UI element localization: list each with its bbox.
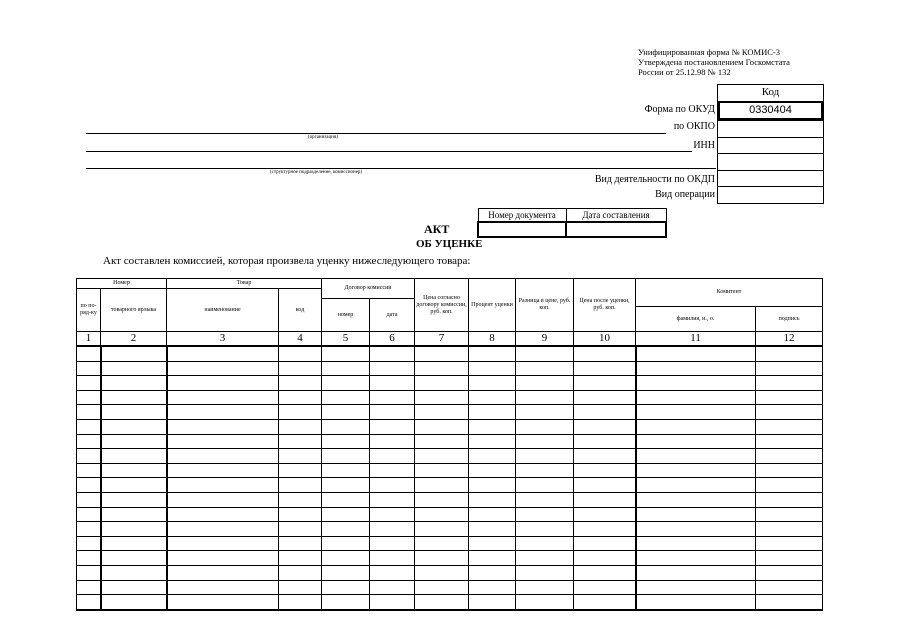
table-cell[interactable] xyxy=(516,390,574,405)
column-number: 7 xyxy=(415,332,469,347)
group-goods-header: Товар xyxy=(167,279,322,289)
table-cell[interactable] xyxy=(101,463,167,478)
table-cell[interactable] xyxy=(756,551,823,566)
table-cell[interactable] xyxy=(77,376,101,391)
table-row xyxy=(77,361,823,376)
form-header xyxy=(638,47,790,77)
table-row xyxy=(77,478,823,493)
contract-number-header: номер xyxy=(322,299,370,332)
table-cell[interactable] xyxy=(469,492,516,507)
table-cell[interactable] xyxy=(167,449,279,464)
page-subtitle: ОБ УЦЕНКЕ xyxy=(416,238,483,250)
table-cell[interactable] xyxy=(636,361,756,376)
table-cell[interactable] xyxy=(167,376,279,391)
table-cell[interactable] xyxy=(370,492,415,507)
table-cell[interactable] xyxy=(167,536,279,551)
organization-line[interactable] xyxy=(86,133,666,134)
table-cell[interactable] xyxy=(167,405,279,420)
table-cell[interactable] xyxy=(167,492,279,507)
table-cell[interactable] xyxy=(756,390,823,405)
table-cell[interactable] xyxy=(756,405,823,420)
table-cell[interactable] xyxy=(279,522,322,537)
table-row xyxy=(77,536,823,551)
table-cell[interactable] xyxy=(322,492,370,507)
column-number: 8 xyxy=(469,332,516,347)
table-row xyxy=(77,346,823,361)
table-cell[interactable] xyxy=(167,551,279,566)
table-cell[interactable] xyxy=(415,463,469,478)
table-cell[interactable] xyxy=(279,361,322,376)
table-cell[interactable] xyxy=(101,361,167,376)
table-cell[interactable] xyxy=(636,376,756,391)
contract-date-header: дата xyxy=(370,299,415,332)
table-cell[interactable] xyxy=(77,434,101,449)
table-cell[interactable] xyxy=(756,595,823,610)
table-cell[interactable] xyxy=(516,419,574,434)
column-numbers-row xyxy=(77,332,823,347)
table-cell[interactable] xyxy=(77,580,101,595)
table-cell[interactable] xyxy=(756,565,823,580)
table-cell[interactable] xyxy=(469,580,516,595)
table-cell[interactable] xyxy=(279,346,322,361)
table-cell[interactable] xyxy=(279,580,322,595)
table-cell[interactable] xyxy=(77,463,101,478)
table-cell[interactable] xyxy=(574,595,636,610)
table-row xyxy=(77,463,823,478)
table-cell[interactable] xyxy=(322,478,370,493)
table-cell[interactable] xyxy=(756,522,823,537)
table-cell[interactable] xyxy=(756,419,823,434)
table-cell[interactable] xyxy=(101,405,167,420)
table-cell[interactable] xyxy=(279,449,322,464)
table-row xyxy=(77,565,823,580)
table-cell[interactable] xyxy=(415,551,469,566)
group-contract-header: Договор комиссии xyxy=(322,279,415,299)
table-cell[interactable] xyxy=(574,390,636,405)
document-info-table xyxy=(477,208,667,238)
table-cell[interactable] xyxy=(101,434,167,449)
form-header-line: Утверждена постановлением Госкомстата xyxy=(638,57,790,67)
table-cell[interactable] xyxy=(516,478,574,493)
table-cell[interactable] xyxy=(636,449,756,464)
table-cell[interactable] xyxy=(516,522,574,537)
table-cell[interactable] xyxy=(322,522,370,537)
table-cell[interactable] xyxy=(756,361,823,376)
table-cell[interactable] xyxy=(415,565,469,580)
table-cell[interactable] xyxy=(415,595,469,610)
table-cell[interactable] xyxy=(370,361,415,376)
table-cell[interactable] xyxy=(77,507,101,522)
table-row xyxy=(77,419,823,434)
table-cell[interactable] xyxy=(469,507,516,522)
table-cell[interactable] xyxy=(167,595,279,610)
table-cell[interactable] xyxy=(469,478,516,493)
okud-code-field[interactable]: 0330404 xyxy=(718,101,823,121)
inn-label: ИНН xyxy=(693,140,715,151)
table-cell[interactable] xyxy=(636,463,756,478)
table-cell[interactable] xyxy=(469,463,516,478)
column-number: 4 xyxy=(279,332,322,347)
table-row xyxy=(77,390,823,405)
table-cell[interactable] xyxy=(101,376,167,391)
table-cell[interactable] xyxy=(516,565,574,580)
table-cell[interactable] xyxy=(77,536,101,551)
table-cell[interactable] xyxy=(516,405,574,420)
table-cell[interactable] xyxy=(77,565,101,580)
table-cell[interactable] xyxy=(636,405,756,420)
table-cell[interactable] xyxy=(322,434,370,449)
order-header: по по-ряд-ку xyxy=(77,289,101,332)
extra-code-field[interactable] xyxy=(718,153,823,170)
document-date-label: Дата составления xyxy=(566,209,666,223)
table-cell[interactable] xyxy=(415,449,469,464)
table-cell[interactable] xyxy=(279,463,322,478)
table-cell[interactable] xyxy=(101,551,167,566)
table-cell[interactable] xyxy=(322,507,370,522)
column-number: 10 xyxy=(574,332,636,347)
goods-table xyxy=(76,278,823,611)
table-cell[interactable] xyxy=(322,595,370,610)
column-number: 3 xyxy=(167,332,279,347)
table-cell[interactable] xyxy=(415,434,469,449)
okdp-code-field[interactable] xyxy=(718,170,823,187)
table-cell[interactable] xyxy=(469,361,516,376)
table-cell[interactable] xyxy=(415,376,469,391)
okud-label: Форма по ОКУД xyxy=(644,104,715,115)
table-cell[interactable] xyxy=(322,580,370,595)
table-cell[interactable] xyxy=(167,507,279,522)
subdivision-caption: (структурное подразделение, комиссионер) xyxy=(270,170,363,175)
table-row xyxy=(77,376,823,391)
column-number: 5 xyxy=(322,332,370,347)
table-row xyxy=(77,492,823,507)
document-number-label: Номер документа xyxy=(478,209,566,223)
table-cell[interactable] xyxy=(279,536,322,551)
table-cell[interactable] xyxy=(574,507,636,522)
column-number: 1 xyxy=(77,332,101,347)
okpo-code-field[interactable] xyxy=(718,120,823,137)
form-header-line: России от 25.12.98 № 132 xyxy=(638,67,731,77)
table-cell[interactable] xyxy=(279,390,322,405)
table-cell[interactable] xyxy=(279,434,322,449)
table-cell[interactable] xyxy=(279,565,322,580)
table-cell[interactable] xyxy=(469,346,516,361)
table-cell[interactable] xyxy=(279,405,322,420)
table-cell[interactable] xyxy=(415,405,469,420)
column-number: 11 xyxy=(636,332,756,347)
table-cell[interactable] xyxy=(516,536,574,551)
table-cell[interactable] xyxy=(279,478,322,493)
form-header-line: Унифицированная форма № КОМИС-3 xyxy=(638,47,780,57)
table-cell[interactable] xyxy=(516,551,574,566)
table-cell[interactable] xyxy=(516,580,574,595)
table-cell[interactable] xyxy=(279,419,322,434)
table-cell[interactable] xyxy=(756,434,823,449)
table-cell[interactable] xyxy=(279,492,322,507)
table-cell[interactable] xyxy=(370,522,415,537)
table-cell[interactable] xyxy=(636,595,756,610)
table-cell[interactable] xyxy=(516,361,574,376)
table-cell[interactable] xyxy=(574,346,636,361)
table-cell[interactable] xyxy=(370,390,415,405)
operation-code-field[interactable] xyxy=(718,186,823,203)
table-row xyxy=(77,434,823,449)
table-cell[interactable] xyxy=(370,478,415,493)
table-cell[interactable] xyxy=(101,536,167,551)
operation-label: Вид операции xyxy=(655,189,715,200)
table-cell[interactable] xyxy=(322,551,370,566)
table-cell[interactable] xyxy=(370,405,415,420)
table-cell[interactable] xyxy=(756,463,823,478)
price-contract-header: Цена согласно договору комиссии, руб. коп. xyxy=(415,279,469,332)
table-cell[interactable] xyxy=(322,463,370,478)
fio-header: фамилия, и., о. xyxy=(636,307,756,332)
table-cell[interactable] xyxy=(101,565,167,580)
column-number: 2 xyxy=(101,332,167,347)
table-cell[interactable] xyxy=(574,492,636,507)
table-cell[interactable] xyxy=(101,419,167,434)
table-cell[interactable] xyxy=(101,346,167,361)
column-number: 6 xyxy=(370,332,415,347)
table-cell[interactable] xyxy=(322,361,370,376)
table-cell[interactable] xyxy=(516,492,574,507)
table-cell[interactable] xyxy=(167,580,279,595)
table-cell[interactable] xyxy=(415,390,469,405)
table-cell[interactable] xyxy=(516,346,574,361)
table-cell[interactable] xyxy=(370,595,415,610)
table-cell[interactable] xyxy=(101,492,167,507)
okpo-label: по ОКПО xyxy=(673,121,715,132)
table-cell[interactable] xyxy=(322,346,370,361)
table-cell[interactable] xyxy=(167,346,279,361)
table-cell[interactable] xyxy=(322,419,370,434)
table-row xyxy=(77,449,823,464)
table-cell[interactable] xyxy=(636,434,756,449)
table-cell[interactable] xyxy=(370,507,415,522)
table-cell[interactable] xyxy=(636,565,756,580)
table-cell[interactable] xyxy=(370,580,415,595)
table-cell[interactable] xyxy=(101,580,167,595)
table-cell[interactable] xyxy=(322,449,370,464)
table-cell[interactable] xyxy=(167,361,279,376)
percent-header: Процент уценки xyxy=(469,279,516,332)
table-cell[interactable] xyxy=(77,478,101,493)
table-row xyxy=(77,522,823,537)
code-header: код xyxy=(279,289,322,332)
table-cell[interactable] xyxy=(516,463,574,478)
table-cell[interactable] xyxy=(636,522,756,537)
organization-line-2[interactable] xyxy=(86,151,692,152)
table-cell[interactable] xyxy=(415,361,469,376)
table-cell[interactable] xyxy=(101,595,167,610)
table-cell[interactable] xyxy=(636,492,756,507)
table-cell[interactable] xyxy=(77,551,101,566)
table-cell[interactable] xyxy=(469,405,516,420)
table-cell[interactable] xyxy=(574,434,636,449)
intro-text: Акт составлен комиссией, которая произвела уценку нижеследующего товара: xyxy=(103,255,471,267)
table-cell[interactable] xyxy=(77,346,101,361)
table-cell[interactable] xyxy=(574,419,636,434)
name-header: наименование xyxy=(167,289,279,332)
table-cell[interactable] xyxy=(574,361,636,376)
table-cell[interactable] xyxy=(77,419,101,434)
table-cell[interactable] xyxy=(101,522,167,537)
table-cell[interactable] xyxy=(415,522,469,537)
table-cell[interactable] xyxy=(756,376,823,391)
table-cell[interactable] xyxy=(77,405,101,420)
table-cell[interactable] xyxy=(167,434,279,449)
table-cell[interactable] xyxy=(322,565,370,580)
table-cell[interactable] xyxy=(370,434,415,449)
table-cell[interactable] xyxy=(574,536,636,551)
table-cell[interactable] xyxy=(415,478,469,493)
table-cell[interactable] xyxy=(636,580,756,595)
table-row xyxy=(77,405,823,420)
table-cell[interactable] xyxy=(469,551,516,566)
table-cell[interactable] xyxy=(370,449,415,464)
table-cell[interactable] xyxy=(636,390,756,405)
table-cell[interactable] xyxy=(415,419,469,434)
table-cell[interactable] xyxy=(574,478,636,493)
table-cell[interactable] xyxy=(636,478,756,493)
table-cell[interactable] xyxy=(322,405,370,420)
codes-title: Код xyxy=(761,86,780,98)
table-cell[interactable] xyxy=(370,346,415,361)
table-row xyxy=(77,507,823,522)
group-number-header: Номер xyxy=(77,279,167,289)
table-cell[interactable] xyxy=(756,478,823,493)
table-cell[interactable] xyxy=(322,536,370,551)
table-cell[interactable] xyxy=(516,434,574,449)
inn-code-field[interactable] xyxy=(718,137,823,154)
table-cell[interactable] xyxy=(574,580,636,595)
table-cell[interactable] xyxy=(636,346,756,361)
table-cell[interactable] xyxy=(77,449,101,464)
table-cell[interactable] xyxy=(101,507,167,522)
codes-box xyxy=(717,84,824,204)
table-cell[interactable] xyxy=(756,449,823,464)
column-number: 9 xyxy=(516,332,574,347)
table-cell[interactable] xyxy=(279,507,322,522)
table-row xyxy=(77,580,823,595)
table-cell[interactable] xyxy=(167,419,279,434)
table-cell[interactable] xyxy=(370,551,415,566)
table-cell[interactable] xyxy=(370,565,415,580)
table-cell[interactable] xyxy=(469,434,516,449)
table-cell[interactable] xyxy=(77,522,101,537)
table-cell[interactable] xyxy=(756,346,823,361)
table-cell[interactable] xyxy=(469,419,516,434)
table-cell[interactable] xyxy=(77,390,101,405)
table-cell[interactable] xyxy=(167,478,279,493)
table-cell[interactable] xyxy=(101,449,167,464)
table-cell[interactable] xyxy=(574,463,636,478)
table-cell[interactable] xyxy=(370,463,415,478)
table-cell[interactable] xyxy=(77,492,101,507)
table-cell[interactable] xyxy=(574,376,636,391)
table-cell[interactable] xyxy=(77,361,101,376)
group-committent-header: Комитент xyxy=(636,279,823,307)
table-cell[interactable] xyxy=(167,565,279,580)
table-cell[interactable] xyxy=(636,419,756,434)
table-cell[interactable] xyxy=(516,507,574,522)
table-cell[interactable] xyxy=(574,449,636,464)
table-cell[interactable] xyxy=(469,536,516,551)
table-cell[interactable] xyxy=(574,565,636,580)
table-cell[interactable] xyxy=(322,390,370,405)
table-cell[interactable] xyxy=(279,376,322,391)
table-cell[interactable] xyxy=(636,507,756,522)
column-number: 12 xyxy=(756,332,823,347)
table-cell[interactable] xyxy=(516,449,574,464)
table-cell[interactable] xyxy=(574,522,636,537)
table-cell[interactable] xyxy=(101,390,167,405)
table-cell[interactable] xyxy=(756,536,823,551)
table-cell[interactable] xyxy=(516,376,574,391)
table-cell[interactable] xyxy=(101,478,167,493)
table-cell[interactable] xyxy=(415,346,469,361)
signature-header: подпись xyxy=(756,307,823,332)
price-after-header: Цена после уценки, руб. коп. xyxy=(574,279,636,332)
table-cell[interactable] xyxy=(469,522,516,537)
table-cell[interactable] xyxy=(415,492,469,507)
table-cell[interactable] xyxy=(279,595,322,610)
register-header: товарного ярлыка xyxy=(101,289,167,332)
table-cell[interactable] xyxy=(756,507,823,522)
table-cell[interactable] xyxy=(574,405,636,420)
table-cell[interactable] xyxy=(322,376,370,391)
table-cell[interactable] xyxy=(636,536,756,551)
table-cell[interactable] xyxy=(415,507,469,522)
difference-header: Разница в цене, руб. коп. xyxy=(516,279,574,332)
table-cell[interactable] xyxy=(469,390,516,405)
table-cell[interactable] xyxy=(469,449,516,464)
table-cell[interactable] xyxy=(77,595,101,610)
table-cell[interactable] xyxy=(415,580,469,595)
subdivision-line[interactable] xyxy=(86,168,716,169)
table-cell[interactable] xyxy=(469,595,516,610)
table-cell[interactable] xyxy=(370,536,415,551)
document-date-field[interactable] xyxy=(566,222,666,237)
table-row xyxy=(77,551,823,566)
document-number-field[interactable] xyxy=(478,222,566,237)
table-cell[interactable] xyxy=(756,580,823,595)
table-cell[interactable] xyxy=(167,463,279,478)
table-cell[interactable] xyxy=(415,536,469,551)
table-cell[interactable] xyxy=(469,565,516,580)
table-cell[interactable] xyxy=(167,522,279,537)
table-cell[interactable] xyxy=(370,419,415,434)
table-cell[interactable] xyxy=(516,595,574,610)
table-cell[interactable] xyxy=(756,492,823,507)
table-row xyxy=(77,595,823,610)
table-cell[interactable] xyxy=(167,390,279,405)
table-cell[interactable] xyxy=(636,551,756,566)
organization-caption: (организация) xyxy=(308,135,338,140)
table-cell[interactable] xyxy=(279,551,322,566)
page-title: АКТ xyxy=(424,222,450,236)
okdp-label: Вид деятельности по ОКДП xyxy=(594,174,715,185)
table-cell[interactable] xyxy=(574,551,636,566)
table-cell[interactable] xyxy=(370,376,415,391)
table-cell[interactable] xyxy=(469,376,516,391)
